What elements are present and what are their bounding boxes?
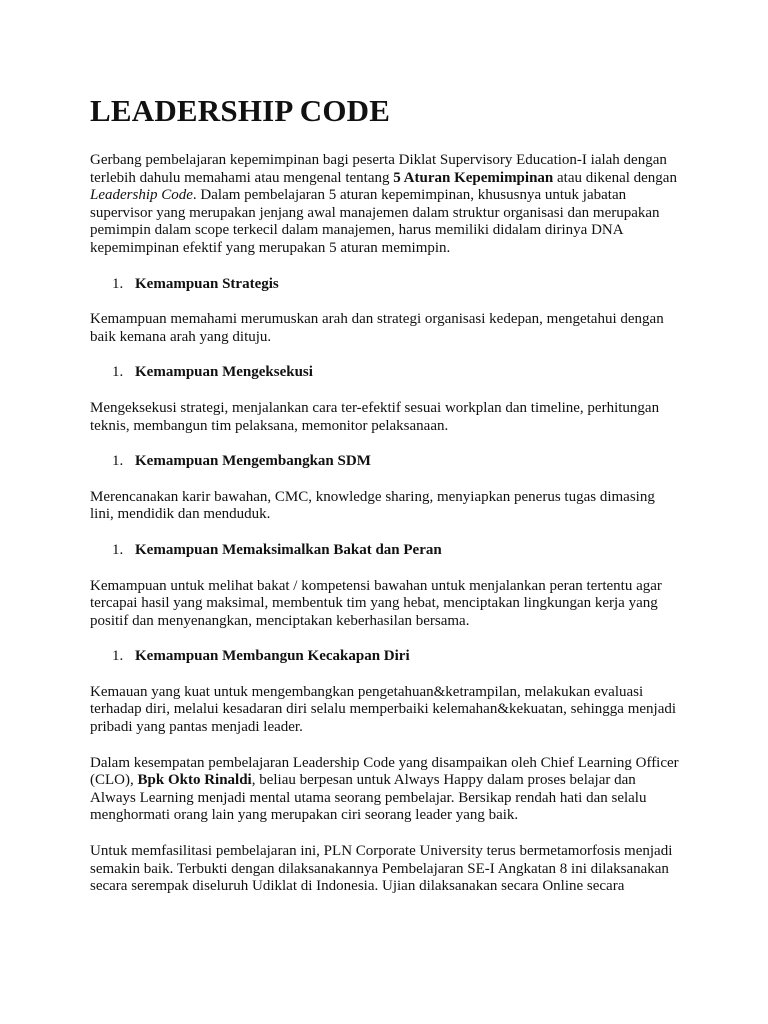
section-heading-label: Kemampuan Mengeksekusi — [135, 364, 313, 381]
section-body: Kemampuan memahami merumuskan arah dan strategi organisasi kedepan, mengetahui dengan baik kemana arah yang dituju. — [90, 311, 664, 345]
section-number: 1. — [112, 453, 124, 470]
intro-bold-term: 5 Aturan Kepemimpinan — [393, 169, 554, 186]
section-body: Mengeksekusi strategi, menjalankan cara ter-efektif sesuai workplan dan timeline, perhitungan teknis, membangun tim pelaksana, memonitor pelaksanaan. — [90, 399, 660, 434]
section-number: 1. — [112, 541, 124, 558]
section-heading — [90, 453, 682, 471]
section-heading — [90, 364, 682, 382]
section-heading-label: Kemampuan Memaksimalkan Bakat dan Peran — [135, 541, 442, 558]
closing-paragraph-corpu: Untuk memfasilitasi pembelajaran ini, PLN Corporate University terus bermetamorfosis menjadi semakin baik. Terbukti dengan dilaksanakannya Pembelajaran SE-I Angkatan 8 ini dilaksanakan secara serempak diseluruh Udiklat di Indonesia. Ujian dilaksanakan secara Online secara — [90, 843, 673, 895]
section-heading-label: Kemampuan Mengembangkan SDM — [135, 453, 371, 470]
section-heading — [90, 542, 682, 560]
section-heading — [90, 276, 682, 294]
intro-text-3: . Dalam pembelajaran 5 aturan kepemimpinan, khususnya untuk jabatan supervisor yang merupakan jenjang awal manajemen dalam struktur organisasi dan merupakan pemimpin dalam scope terkecil dalam manajemen, harus memiliki didalam dirinya DNA kepemimpinan efektif yang merupakan 5 aturan memimpin. — [90, 187, 660, 256]
section-heading-label: Kemampuan Membangun Kecakapan Diri — [135, 648, 410, 665]
speaker-name: Bpk Okto Rinaldi — [137, 772, 252, 789]
closing-text-2: , beliau berpesan untuk Always Happy dalam proses belajar dan Always Learning menjadi mental utama seorang pembelajar. Bersikap rendah hati dan selalu menghormati orang lain yang merupakan ciri seorang leader yang baik. — [90, 772, 647, 824]
section-body: Kemauan yang kuat untuk mengembangkan pengetahuan&ketrampilan, melakukan evaluasi terhadap diri, melalui kesadaran diri selalu memperbaiki kelemahan&kekuatan, sehingga menjadi pribadi yang pantas menjadi leader. — [90, 683, 677, 736]
closing-paragraph-clo — [90, 755, 682, 825]
page-title: LEADERSHIP CODE — [90, 93, 391, 128]
intro-text-1: Gerbang pembelajaran kepemimpinan bagi peserta Diklat Supervisory Education-I ialah dengan terlebih dahulu memahami atau mengenal tentang — [90, 152, 667, 186]
section-number: 1. — [112, 364, 124, 381]
document-page — [90, 92, 682, 914]
closing-text-1: Dalam kesempatan pembelajaran Leadership Code yang disampaikan oleh Chief Learning Officer (CLO), — [90, 754, 679, 789]
section-number: 1. — [112, 275, 124, 292]
section-heading-label: Kemampuan Strategis — [135, 275, 279, 292]
intro-italic-term: Leadership Code — [90, 187, 193, 204]
section-body: Kemampuan untuk melihat bakat / kompetensi bawahan untuk menjalankan peran tertentu agar tercapai hasil yang maksimal, membentuk tim yang hebat, menciptakan lingkungan kerja yang positif dan menyenangkan, menciptakan keberhasilan bersama. — [90, 577, 662, 629]
intro-paragraph — [90, 152, 682, 258]
section-body: Merencanakan karir bawahan, CMC, knowledge sharing, menyiapkan penerus tugas dimasing lini, mendidik dan menduduk. — [90, 488, 655, 523]
section-heading — [90, 648, 682, 666]
section-number: 1. — [112, 648, 124, 665]
intro-text-2: atau dikenal dengan — [553, 169, 677, 186]
